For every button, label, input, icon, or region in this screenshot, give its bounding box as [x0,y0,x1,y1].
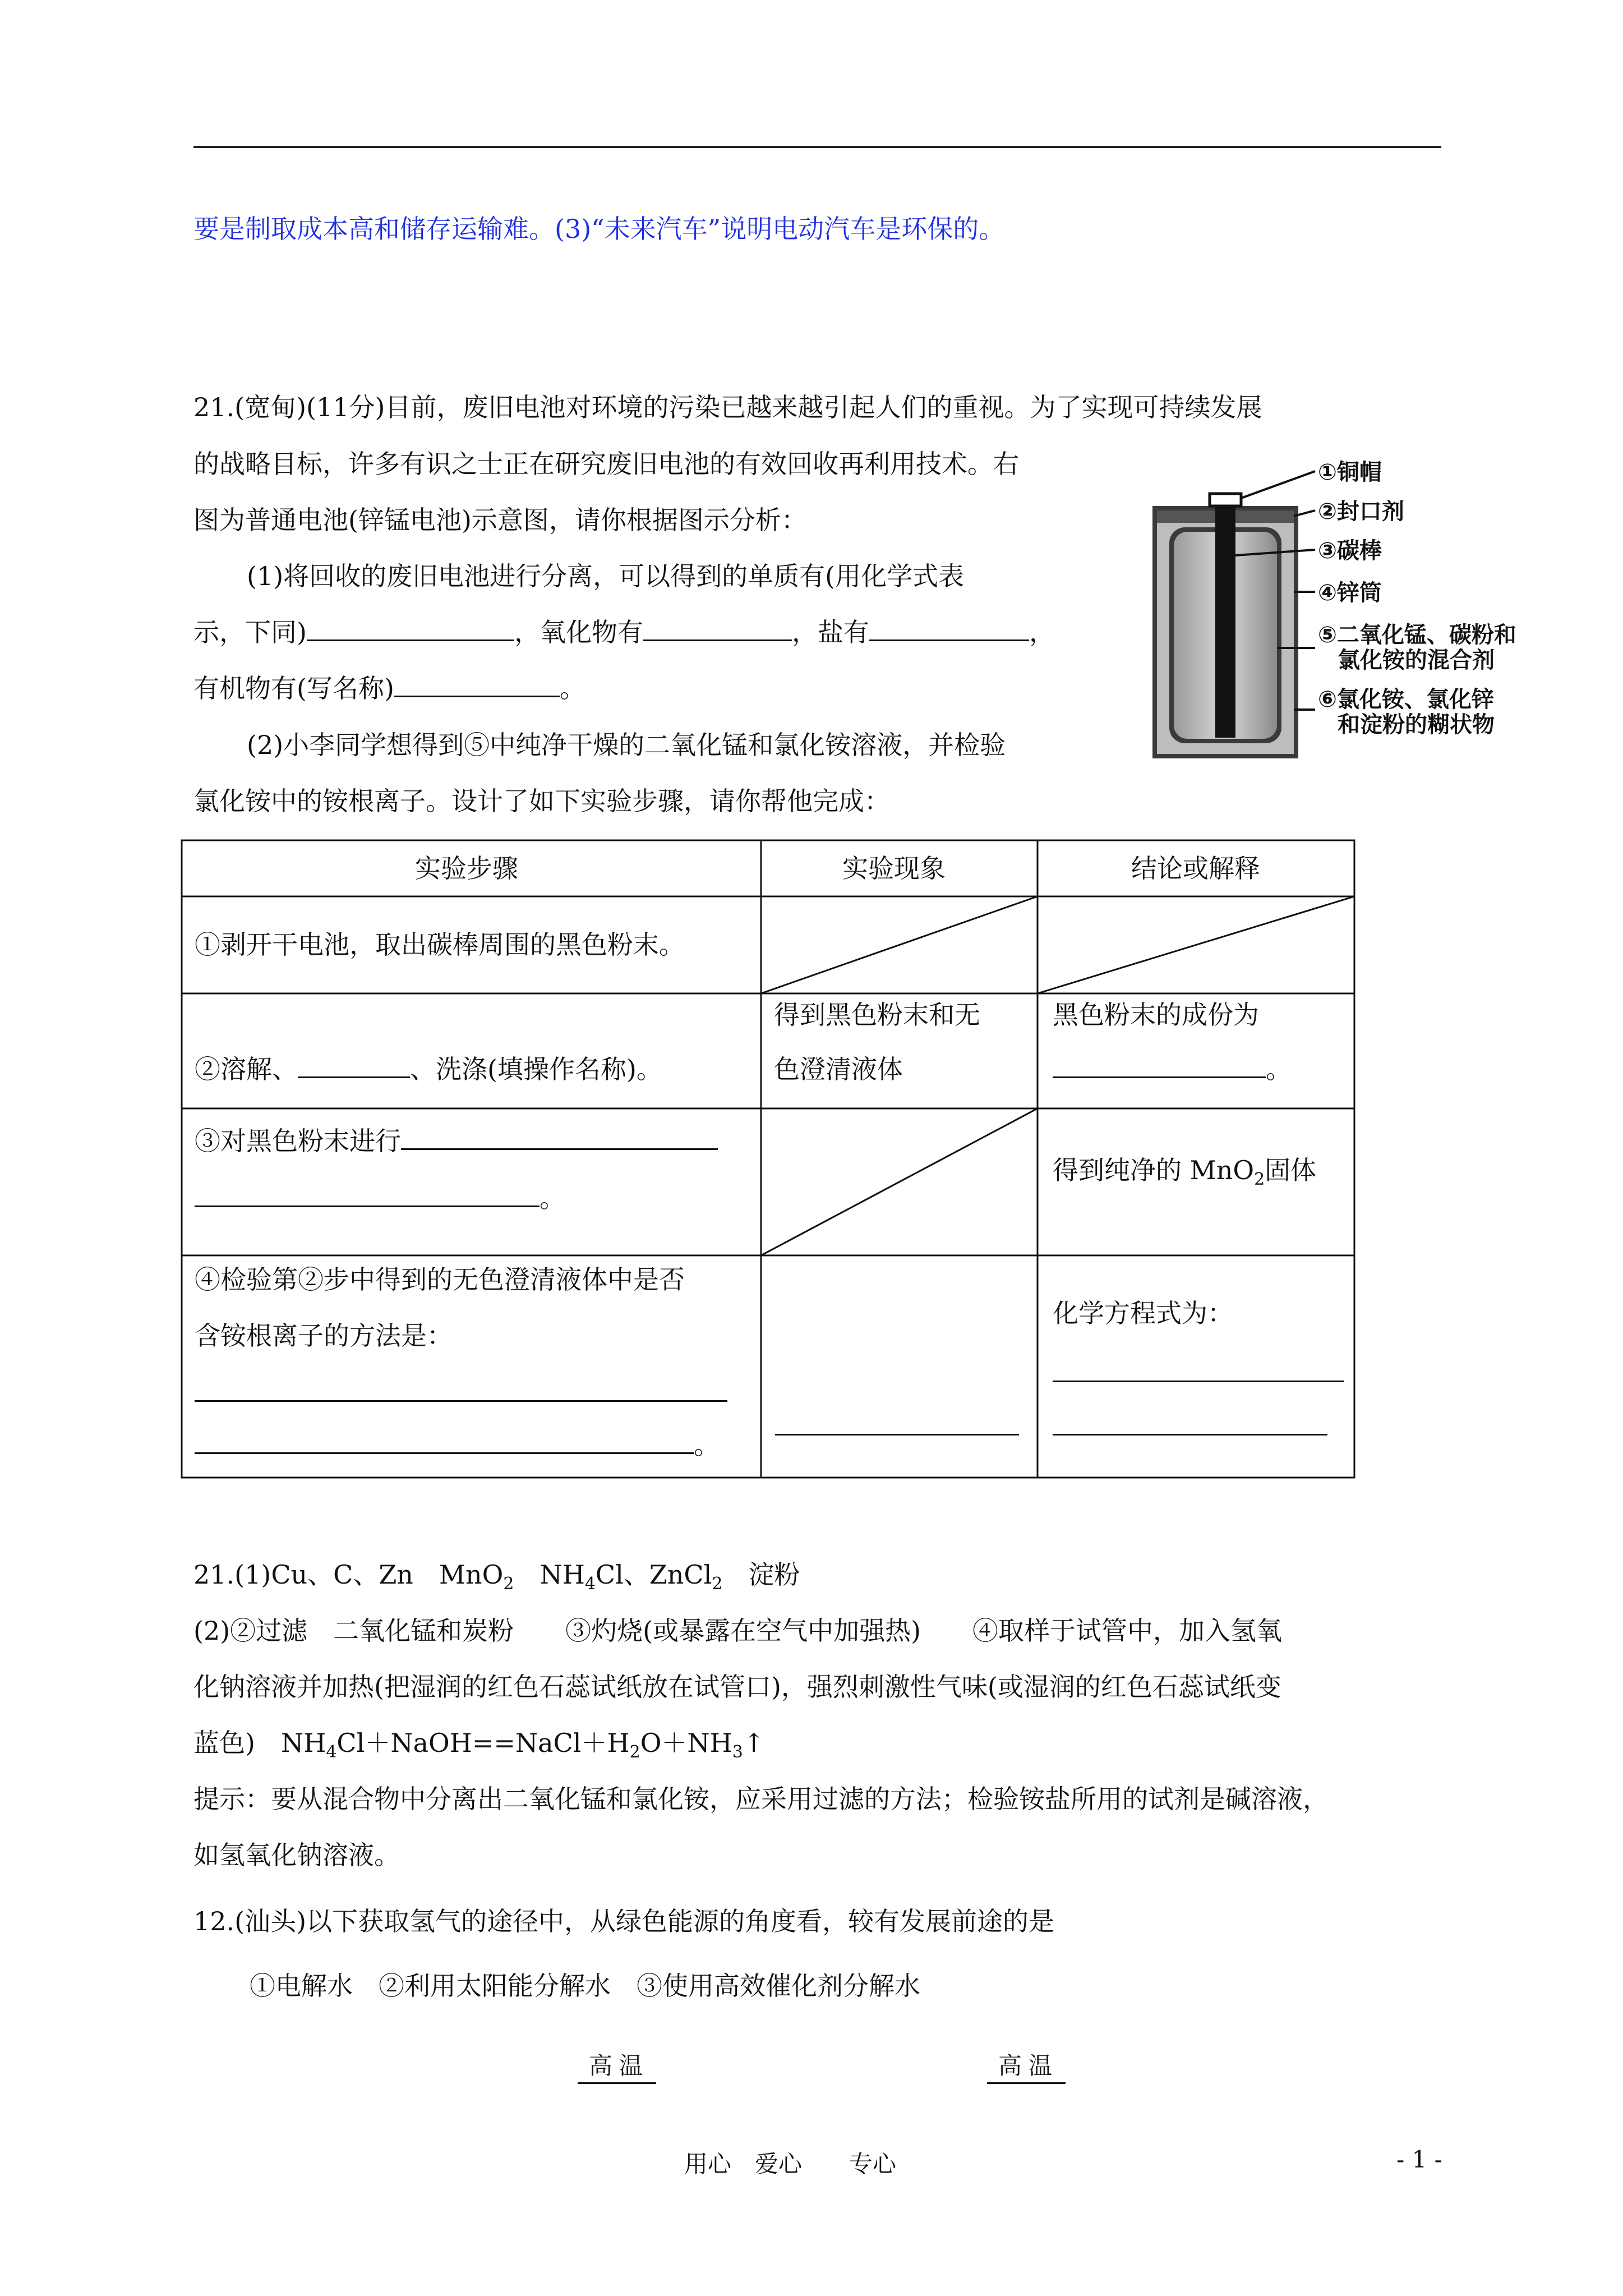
header-step: 实验步骤 [415,853,518,884]
label-zinc-can: ④锌筒 [1318,580,1382,606]
answer21-line-4: 蓝色) $NH_4Cl+NaOH==NaCl+H_2O+NH_3↑$ [193,1728,765,1763]
q21-line-6: 有机物有(写名称) 。 [193,673,585,703]
battery-diagram [1147,454,1539,766]
row3-step-2: 。 [195,1181,565,1215]
q21-line-2: 的战略目标，许多有识之士正在研究废旧电池的有效回收再利用技术。右 [193,449,1019,479]
copper-cap [1210,494,1241,506]
label-paste-1: ⑥氯化铵、氯化锌 [1318,687,1494,712]
answer-blank[interactable] [195,1183,540,1207]
row2-conclusion-2: 。 [1053,1052,1292,1086]
row4-step-1: ④检验第②步中得到的无色澄清液体中是否 [195,1264,685,1295]
q21-line-5: 示，下同) ，氧化物有 ，盐有 ， [193,617,1055,647]
condition-line-2 [987,2082,1066,2084]
row2-observation-1: 得到黑色粉末和无 [774,1000,980,1030]
answer-blank[interactable] [298,1054,410,1078]
answer-blank[interactable] [1053,1054,1266,1078]
answer21-line-2: (2)②过滤 二氧化锰和炭粉 ③灼烧(或暴露在空气中加强热) ④取样于试管中，加入氢氧 [193,1616,1283,1646]
carbon-rod [1215,502,1235,738]
reaction-condition-1: 高温 [589,2052,650,2079]
q21-line-8: 氯化铵中的铵根离子。设计了如下实验步骤，请你帮他完成： [193,786,890,816]
row4-step-3: 。 [195,1428,720,1462]
header-conclusion: 结论或解释 [1131,853,1260,884]
label-copper-cap: ①铜帽 [1318,459,1382,485]
label-carbon-rod: ③碳棒 [1318,538,1382,564]
experiment-table [181,839,1355,1479]
row1-step: ①剥开干电池，取出碳棒周围的黑色粉末。 [195,930,685,960]
answer-blank[interactable] [307,617,514,641]
row3-step-1: ③对黑色粉末进行 [195,1124,718,1158]
row2-conclusion-1: 黑色粉末的成份为 [1053,1000,1259,1030]
q12-line-2: ①电解水 ②利用太阳能分解水 ③使用高效催化剂分解水 [250,1971,920,2001]
reaction-condition-2: 高温 [998,2052,1059,2079]
answer21-line-1: 21.(1)Cu、C、Zn MnO$_2$ $NH_4Cl$、ZnCl$_2$ 淀粉 [193,1559,800,1594]
q21-line-7: (2)小李同学想得到⑤中纯净干燥的二氧化锰和氯化铵溶液，并检验 [247,730,1006,760]
answer-blank[interactable] [394,673,560,697]
q21-line-4: (1)将回收的废旧电池进行分离，可以得到的单质有(用化学式表 [247,561,965,591]
answer-blank[interactable] [401,1126,718,1150]
header-observation: 实验现象 [842,853,946,884]
hint-line-2: 如氢氧化钠溶液。 [193,1840,400,1870]
condition-line-1 [578,2082,656,2084]
answer-blank[interactable] [869,617,1029,641]
q12-line-1: 12.(汕头)以下获取氢气的途径中，从绿色能源的角度看，较有发展前途的是 [193,1906,1055,1936]
label-sealant: ②封口剂 [1318,499,1404,524]
row4-conclusion: 化学方程式为： [1053,1298,1233,1328]
footer-slogan: 用心 爱心 专心 [684,2150,897,2178]
label-mixture-2: 氯化铵的混合剂 [1338,647,1495,673]
q21-line-3: 图为普通电池(锌锰电池)示意图，请你根据图示分析： [193,505,807,535]
row2-step: ②溶解、 、洗涤(填操作名称)。 [195,1054,662,1084]
q21-line-1: 21.(宽甸)(11分)目前，废旧电池对环境的污染已越来越引起人们的重视。为了实现可持续发展 [193,392,1262,422]
header-rule [193,146,1441,148]
answer-blank[interactable] [643,617,792,641]
label-mixture-1: ⑤二氧化锰、碳粉和 [1318,622,1516,648]
previous-answer-line: 要是制取成本高和储存运输难。(3)“未来汽车”说明电动汽车是环保的。 [193,214,1005,244]
hint-line-1: 提示：要从混合物中分离出二氧化锰和氯化铵，应采用过滤的方法；检验铵盐所用的试剂是碱溶液， [193,1784,1329,1814]
answer21-line-3: 化钠溶液并加热(把湿润的红色石蕊试纸放在试管口)，强烈刺激性气味(或湿润的红色石蕊试纸变 [193,1672,1281,1702]
answer-blank[interactable] [775,1434,1019,1435]
answer-blank[interactable] [1053,1381,1344,1382]
label-paste-2: 和淀粉的糊状物 [1338,712,1495,738]
row4-step-2: 含铵根离子的方法是： [195,1320,453,1351]
row3-conclusion: 得到纯净的 MnO$_2$固体 [1053,1155,1317,1190]
answer-blank[interactable] [195,1400,727,1402]
row2-observation-2: 色澄清液体 [774,1054,903,1084]
page-number: - 1 - [1396,2146,1442,2173]
answer-blank[interactable] [1053,1434,1327,1435]
answer-blank[interactable] [195,1430,694,1454]
